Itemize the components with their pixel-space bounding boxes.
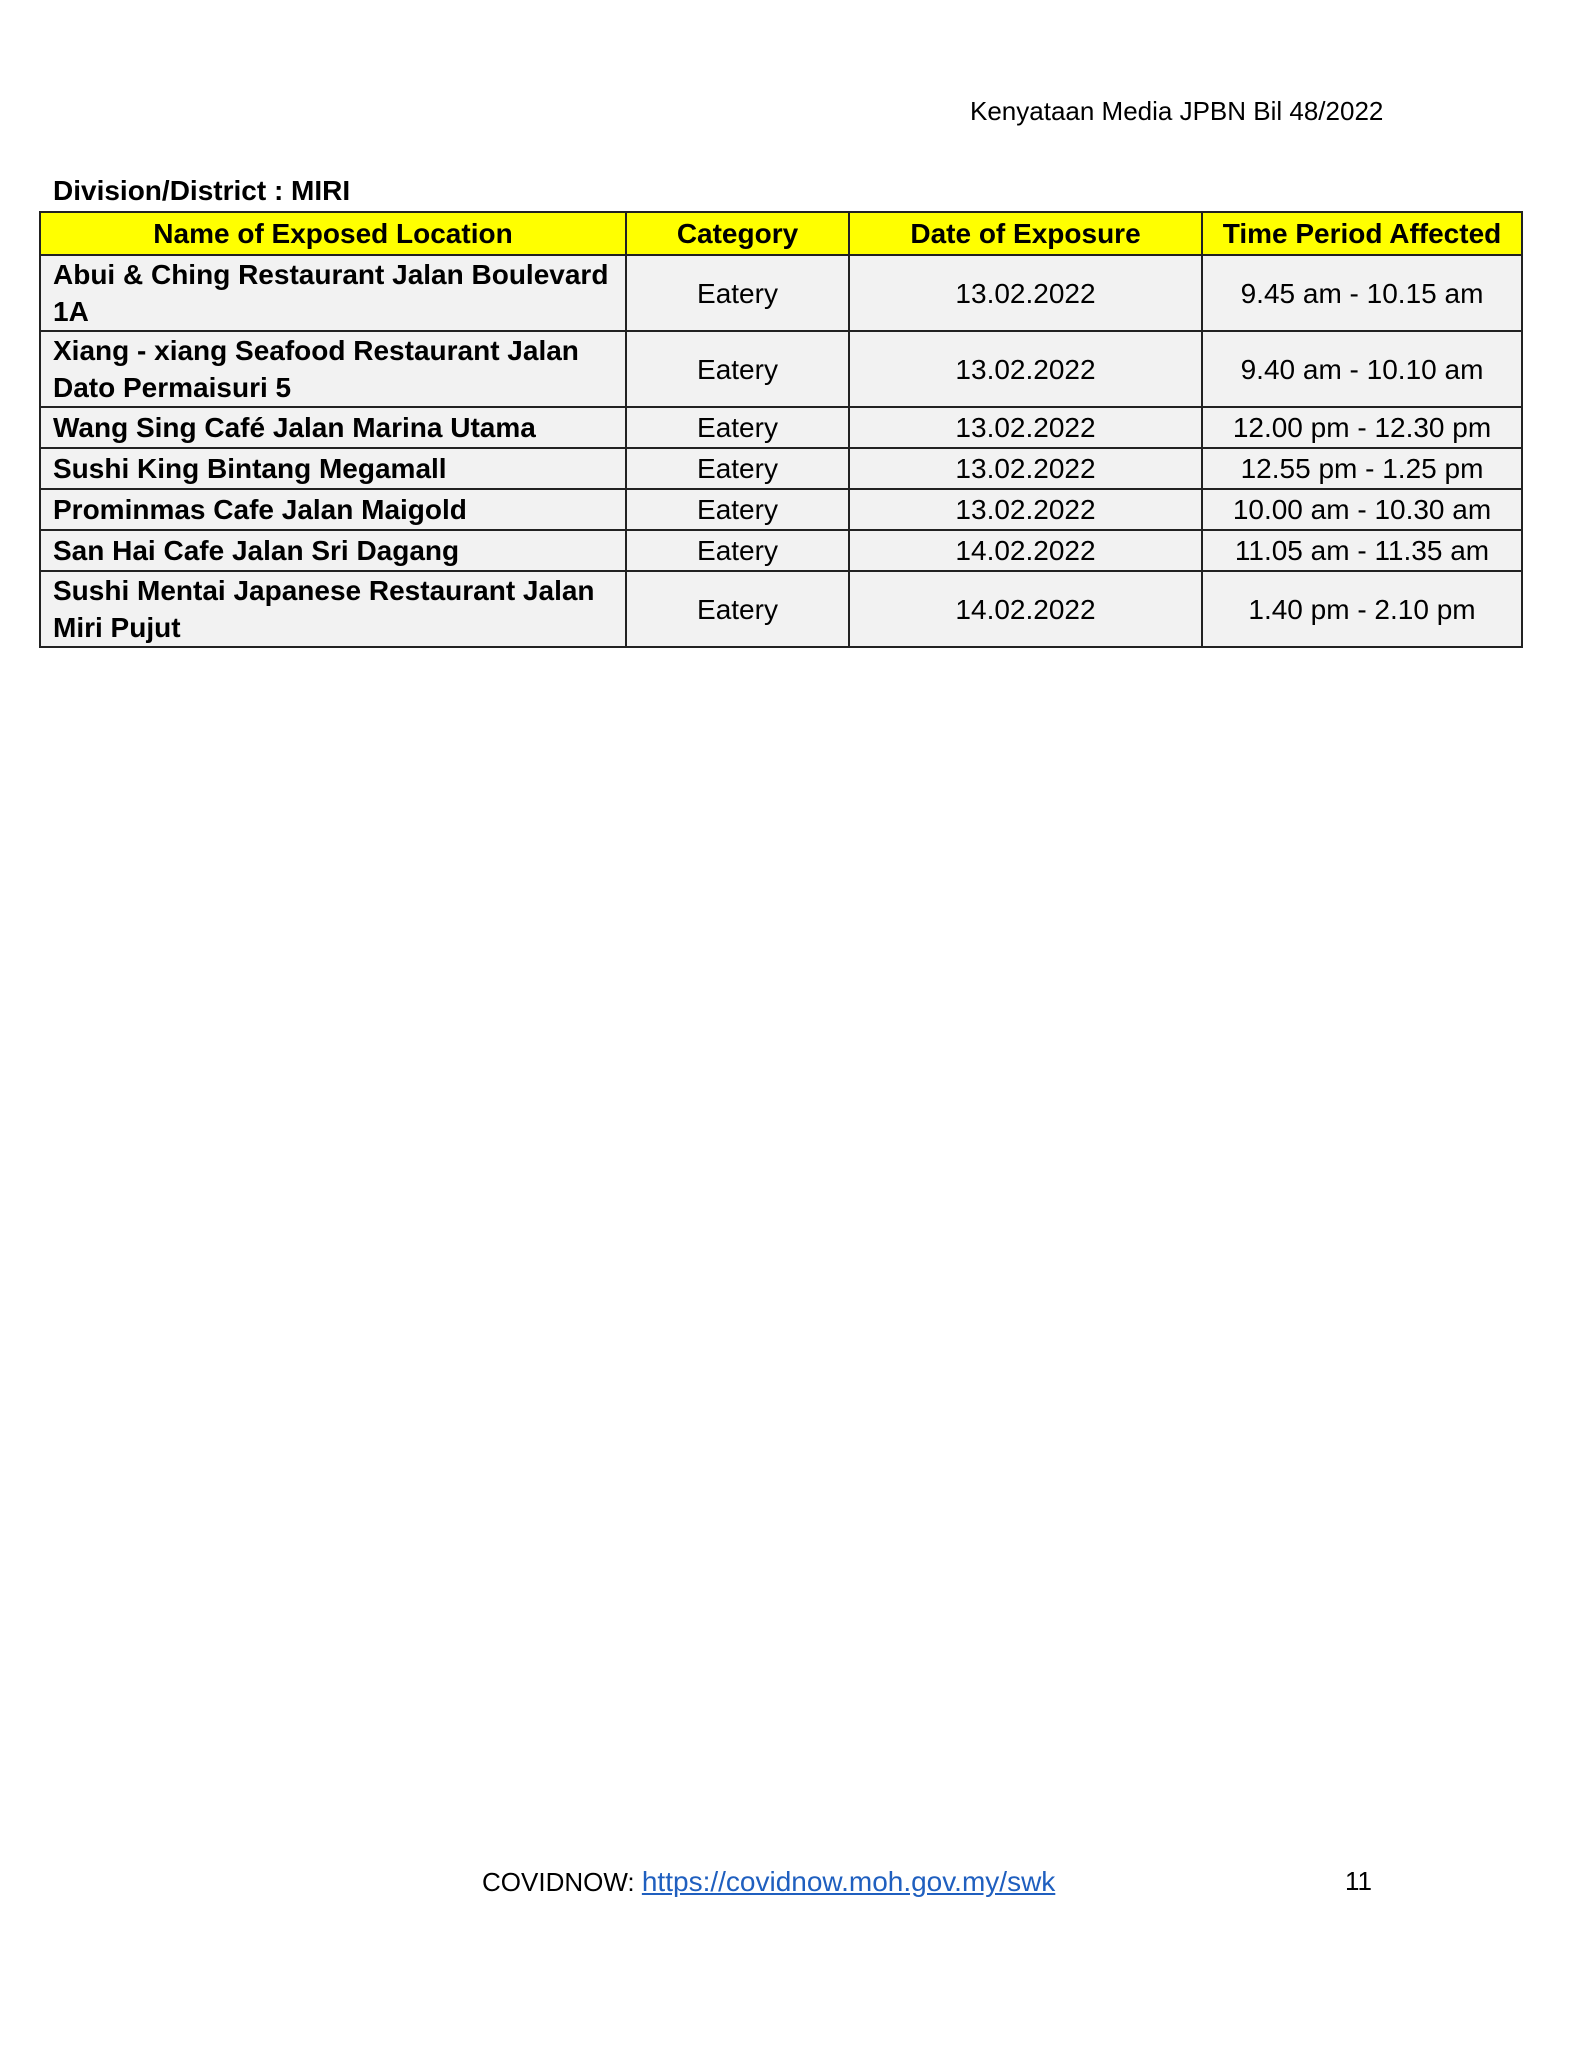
table-row (40, 489, 1522, 530)
category-cell: Eatery (626, 407, 849, 448)
date-cell: 14.02.2022 (849, 530, 1202, 571)
time-cell: 11.05 am - 11.35 am (1202, 530, 1522, 571)
category-cell: Eatery (626, 331, 849, 407)
covidnow-link[interactable]: https://covidnow.moh.gov.my/swk (641, 1866, 1056, 1897)
location-cell: Prominmas Cafe Jalan Maigold (40, 489, 626, 530)
location-cell: Wang Sing Café Jalan Marina Utama (40, 407, 626, 448)
table-row (40, 255, 1522, 331)
time-cell: 9.45 am - 10.15 am (1202, 255, 1522, 331)
table-header-row (40, 212, 1522, 255)
time-cell: 9.40 am - 10.10 am (1202, 331, 1522, 407)
exposure-table (39, 211, 1523, 648)
category-cell: Eatery (626, 571, 849, 647)
date-cell: 13.02.2022 (849, 407, 1202, 448)
category-cell: Eatery (626, 530, 849, 571)
table-row (40, 571, 1522, 647)
location-cell: Xiang - xiang Seafood Restaurant Jalan Dato Permaisuri 5 (40, 331, 626, 407)
table-row (40, 448, 1522, 489)
table-row (40, 530, 1522, 571)
page-number: 11 (1345, 1866, 1372, 1896)
location-cell: Abui & Ching Restaurant Jalan Boulevard 1A (40, 255, 626, 331)
footer (482, 1866, 1055, 1898)
location-cell: Sushi Mentai Japanese Restaurant Jalan Miri Pujut (40, 571, 626, 647)
date-cell: 13.02.2022 (849, 489, 1202, 530)
table-row (40, 407, 1522, 448)
column-header-time: Time Period Affected (1202, 212, 1522, 255)
time-cell: 1.40 pm - 2.10 pm (1202, 571, 1522, 647)
location-cell: San Hai Cafe Jalan Sri Dagang (40, 530, 626, 571)
column-header-date: Date of Exposure (849, 212, 1202, 255)
district-label: Division/District : MIRI (53, 175, 351, 206)
category-cell: Eatery (626, 448, 849, 489)
category-cell: Eatery (626, 489, 849, 530)
category-cell: Eatery (626, 255, 849, 331)
column-header-category: Category (626, 212, 849, 255)
footer-prefix: COVIDNOW: (482, 1867, 642, 1897)
time-cell: 10.00 am - 10.30 am (1202, 489, 1522, 530)
date-cell: 14.02.2022 (849, 571, 1202, 647)
column-header-location: Name of Exposed Location (40, 212, 626, 255)
date-cell: 13.02.2022 (849, 448, 1202, 489)
media-statement-header: Kenyataan Media JPBN Bil 48/2022 (970, 96, 1384, 126)
date-cell: 13.02.2022 (849, 255, 1202, 331)
table-row (40, 331, 1522, 407)
time-cell: 12.00 pm - 12.30 pm (1202, 407, 1522, 448)
time-cell: 12.55 pm - 1.25 pm (1202, 448, 1522, 489)
location-cell: Sushi King Bintang Megamall (40, 448, 626, 489)
date-cell: 13.02.2022 (849, 331, 1202, 407)
